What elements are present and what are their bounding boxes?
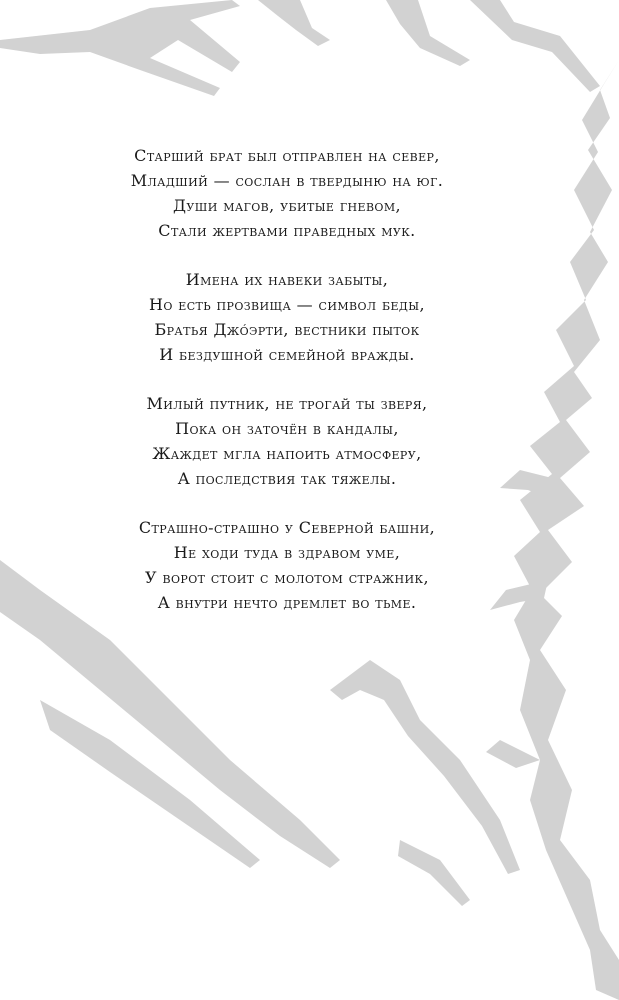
poem-line: Но есть прозвища — символ беды,	[149, 295, 425, 314]
poem-line: А внутри нечто дремлет во тьме.	[157, 593, 417, 612]
branch-streak-bottom-center	[330, 660, 520, 874]
poem-line: Не ходи туда в здравом уме,	[173, 543, 401, 562]
poem-line: Имена их навеки забыты,	[185, 270, 389, 289]
poem-line: Старший брат был отправлен на север,	[134, 146, 440, 165]
poem-line: Страшно-страшно у Северной башни,	[138, 518, 436, 537]
poem-line: Жаждет мгла напоить атмосферу,	[152, 444, 422, 463]
poem-line: Милый путник, не трогай ты зверя,	[146, 394, 428, 413]
stanza-3	[0, 391, 574, 491]
branch-spur-right-3	[486, 740, 540, 768]
stanza-1	[0, 143, 574, 243]
stanza-4	[0, 515, 574, 615]
stanza-2	[0, 267, 574, 367]
branch-streak-top-right-1	[386, 0, 470, 66]
poem	[0, 143, 574, 639]
poem-line: И бездушной семейной вражды.	[159, 345, 415, 364]
branch-streak-top-right-2	[470, 0, 600, 92]
poem-line: Стали жертвами праведных мук.	[158, 221, 416, 240]
branch-streak-top-center	[258, 0, 330, 46]
poem-line: Младший — сослан в твердыню на юг.	[130, 171, 444, 190]
poem-line: А последствия так тяжелы.	[177, 469, 397, 488]
poem-line: Пока он заточён в кандалы,	[175, 419, 399, 438]
poem-line: Души магов, убитые гневом,	[173, 196, 401, 215]
poem-line: Братья Джо́эрти, вестники пыток	[154, 320, 420, 339]
poem-line: У ворот стоит с молотом стражник,	[145, 568, 429, 587]
branch-streak-bottom-center-2	[398, 840, 470, 906]
branch-streak-top-left	[0, 0, 240, 96]
